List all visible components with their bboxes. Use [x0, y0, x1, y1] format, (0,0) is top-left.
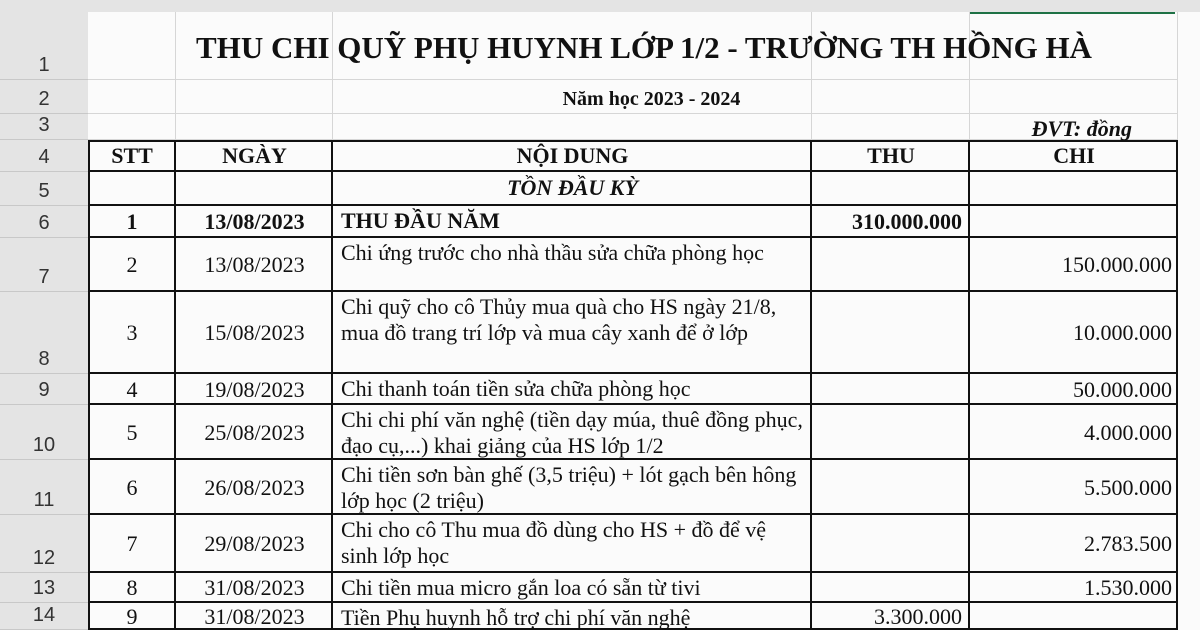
expense-value: 2.783.500: [1084, 531, 1172, 556]
date-value: 13/08/2023: [204, 252, 305, 277]
table-cell[interactable]: [812, 374, 970, 405]
content-value: Chi tiền mua micro gắn loa có sẵn từ tivi: [341, 575, 701, 600]
table-cell[interactable]: [812, 573, 970, 603]
unit-label: ĐVT: đồng: [1031, 116, 1132, 141]
grid-cell[interactable]: [333, 114, 812, 140]
date-value: 26/08/2023: [204, 474, 305, 500]
content-value: Chi chi phí văn nghệ (tiền dạy múa, thuê đồng phục, đạo cụ,...) khai giảng của HS lớp 1/2: [341, 407, 803, 458]
table-cell[interactable]: [812, 460, 970, 515]
header-income: THU: [867, 143, 915, 168]
row-header[interactable]: 12: [0, 515, 88, 573]
content-value: Chi cho cô Thu mua đồ dùng cho HS + đồ để vệ sinh lớp học: [341, 517, 767, 568]
grid-cell[interactable]: [88, 114, 176, 140]
row-header[interactable]: 7: [0, 238, 88, 292]
row-header[interactable]: 13: [0, 573, 88, 603]
content-value: Chi quỹ cho cô Thủy mua quà cho HS ngày 21/8, mua đồ trang trí lớp và mua cây xanh để ở lớp: [341, 294, 777, 345]
row-header[interactable]: 6: [0, 206, 88, 238]
date-value: 15/08/2023: [204, 320, 305, 345]
header-content: NỘI DUNG: [516, 143, 629, 168]
grid-cell[interactable]: [176, 80, 333, 114]
table-cell[interactable]: [812, 515, 970, 573]
stt-value: 3: [126, 320, 138, 345]
content-value: Chi thanh toán tiền sửa chữa phòng học: [341, 376, 691, 401]
header-stt: STT: [111, 143, 153, 168]
table-cell[interactable]: [812, 172, 970, 206]
grid-cell[interactable]: [176, 114, 333, 140]
table-cell[interactable]: [970, 206, 1178, 238]
row-header[interactable]: 5: [0, 172, 88, 206]
content-value: Chi ứng trước cho nhà thầu sửa chữa phòng học: [341, 240, 764, 265]
expense-value: 10.000.000: [1073, 320, 1172, 345]
table-cell[interactable]: [88, 172, 176, 206]
table-cell[interactable]: [812, 405, 970, 460]
content-value: Tiền Phụ huynh hỗ trợ chi phí văn nghệ: [341, 605, 691, 629]
grid-cell[interactable]: [88, 80, 176, 114]
date-value: 29/08/2023: [204, 531, 305, 556]
row-header[interactable]: 1: [0, 12, 88, 80]
row-header[interactable]: 10: [0, 405, 88, 460]
opening-balance-label: TỒN ĐẦU KỲ: [507, 175, 638, 200]
table-cell[interactable]: [970, 603, 1178, 630]
content-value: THU ĐẦU NĂM: [341, 208, 500, 233]
date-value: 31/08/2023: [204, 575, 305, 600]
expense-value: 1.530.000: [1084, 575, 1172, 600]
stt-value: 2: [126, 252, 138, 277]
date-value: 19/08/2023: [204, 376, 305, 402]
row-header[interactable]: 2: [0, 80, 88, 114]
header-expense: CHI: [1053, 143, 1095, 168]
stt-value: 8: [126, 575, 138, 600]
grid-cell[interactable]: [812, 114, 970, 140]
stt-value: 6: [126, 474, 138, 500]
row-header[interactable]: 8: [0, 292, 88, 374]
stt-value: 5: [126, 419, 138, 445]
date-value: 25/08/2023: [204, 419, 305, 445]
sheet-title: THU CHI QUỸ PHỤ HUYNH LỚP 1/2 - TRƯỜNG TH HỒNG HÀ: [196, 30, 1092, 65]
row-header[interactable]: 3: [0, 114, 88, 140]
date-value: 13/08/2023: [204, 209, 305, 234]
content-value: Chi tiền sơn bàn ghế (3,5 triệu) + lót gạch bên hông lớp học (2 triệu): [341, 462, 797, 513]
row-header[interactable]: 9: [0, 374, 88, 405]
stt-value: 9: [126, 603, 138, 629]
column-header-strip: [0, 0, 1200, 12]
row-header[interactable]: 4: [0, 140, 88, 172]
table-cell[interactable]: [970, 172, 1178, 206]
table-cell[interactable]: [176, 172, 333, 206]
expense-value: 150.000.000: [1062, 252, 1172, 277]
sheet-subtitle: Năm học 2023 - 2024: [562, 88, 741, 110]
income-value: 310.000.000: [852, 209, 962, 234]
table-cell[interactable]: [812, 292, 970, 374]
expense-value: 5.500.000: [1084, 474, 1172, 500]
expense-value: 4.000.000: [1084, 419, 1172, 445]
table-cell[interactable]: [812, 238, 970, 292]
stt-value: 4: [126, 376, 138, 402]
stt-value: 1: [126, 209, 138, 234]
stt-value: 7: [126, 531, 138, 556]
expense-value: 50.000.000: [1073, 376, 1172, 402]
date-value: 31/08/2023: [204, 603, 305, 629]
row-header[interactable]: 14: [0, 603, 88, 630]
grid-cell[interactable]: [970, 80, 1178, 114]
income-value: 3.300.000: [874, 603, 962, 629]
row-header[interactable]: 11: [0, 460, 88, 515]
header-date: NGÀY: [222, 143, 287, 168]
